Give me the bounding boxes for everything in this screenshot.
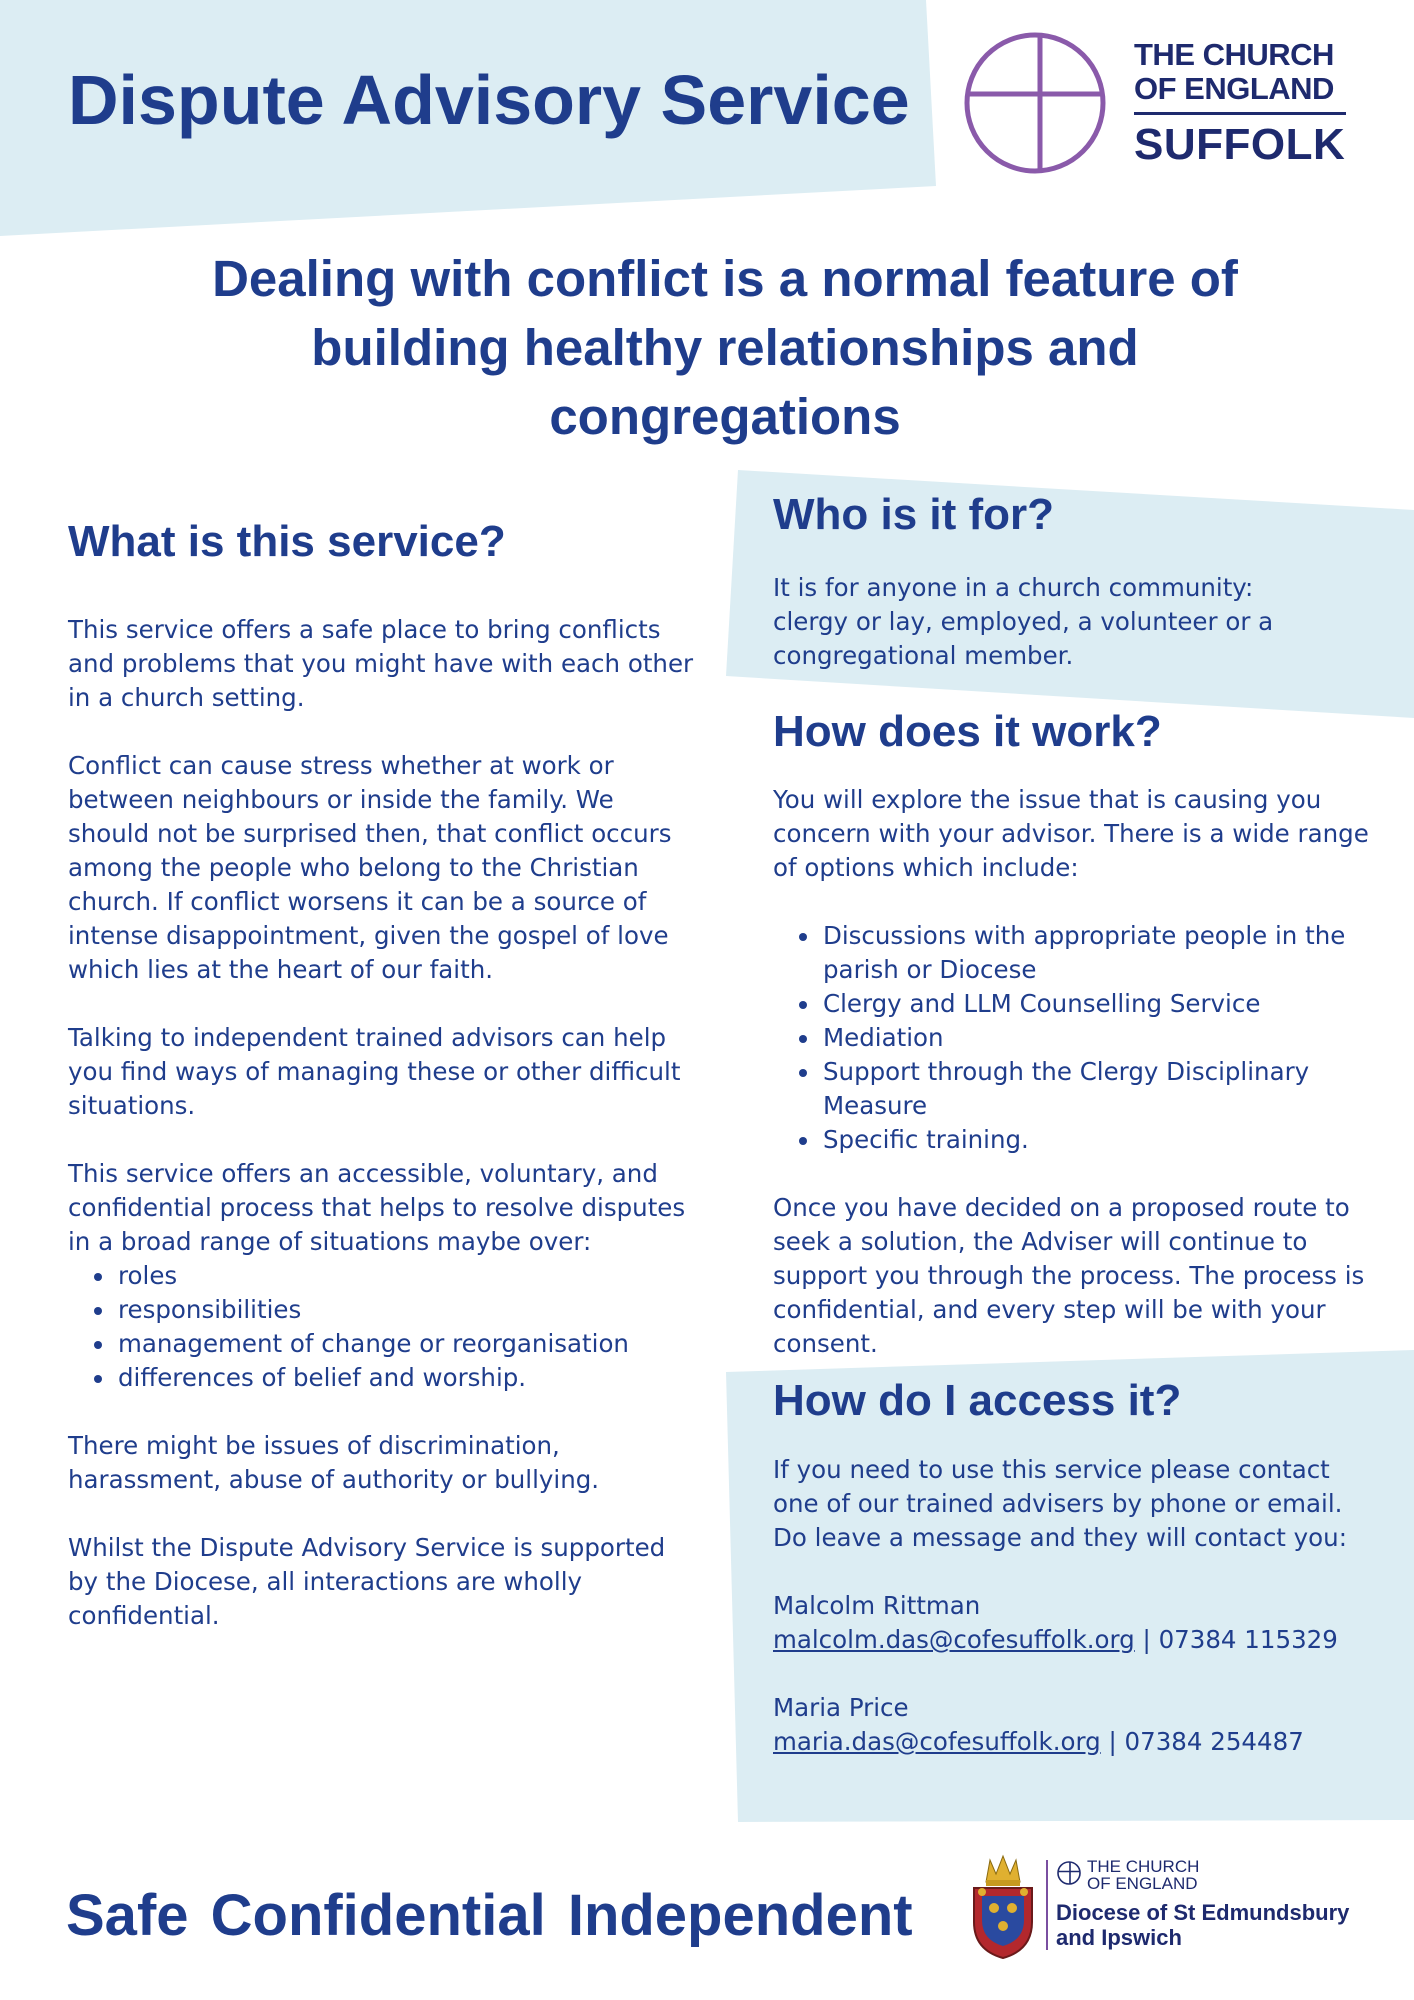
contact-email-link[interactable]: malcolm.das@cofesuffolk.org — [773, 1625, 1135, 1654]
list-item: • Clergy and LLM Counselling Service — [821, 987, 1373, 1021]
what-paragraph-3: Talking to independent trained advisors can help you find ways of managing these or other difficult situations. — [68, 1023, 681, 1120]
how-heading: How does it work? — [773, 707, 1162, 756]
small-cross-circle-icon — [1056, 1860, 1082, 1886]
logo-divider — [1134, 112, 1346, 115]
contact-email-link[interactable]: maria.das@cofesuffolk.org — [773, 1727, 1101, 1756]
logo-line-2: OF ENGLAND — [1134, 71, 1334, 106]
headline-line-3: congregations — [549, 388, 901, 445]
access-body — [773, 1453, 1373, 1759]
cross-circle-icon — [960, 28, 1110, 178]
how-paragraph-1: You will explore the issue that is causing you concern with your advisor. There is a wide range of options which include: — [773, 785, 1369, 882]
contact-name: Maria Price — [773, 1693, 909, 1722]
diocese-name-line-2: and Ipswich — [1056, 1925, 1182, 1950]
access-heading: How do I access it? — [773, 1376, 1182, 1425]
options-list — [773, 919, 1373, 1157]
diocese-logo — [968, 1852, 1388, 1962]
list-item: • Specific training. — [821, 1123, 1373, 1157]
headline — [110, 244, 1340, 451]
list-item: • differences of belief and worship. — [116, 1361, 698, 1395]
diocese-shield-icon — [968, 1852, 1038, 1962]
contact-malcolm — [773, 1589, 1373, 1657]
diocese-ce-line-2: OF ENGLAND — [1087, 1874, 1198, 1893]
contact-phone: 07384 115329 — [1158, 1625, 1338, 1654]
contact-separator: | — [1100, 1727, 1125, 1756]
list-item: • Discussions with appropriate people in the parish or Diocese — [821, 919, 1373, 987]
church-of-england-suffolk-logo — [960, 28, 1360, 178]
list-item: • Support through the Clergy Disciplinary Measure — [821, 1055, 1373, 1123]
page-title: Dispute Advisory Service — [68, 61, 910, 139]
list-item: • management of change or reorganisation — [116, 1327, 698, 1361]
list-item: • Mediation — [821, 1021, 1373, 1055]
diocese-name-line-1: Diocese of St Edmundsbury — [1056, 1900, 1350, 1925]
who-paragraph-1: It is for anyone in a church community: clergy or lay, employed, a volunteer or a congregational member. — [773, 573, 1274, 670]
contact-maria — [773, 1691, 1373, 1759]
who-heading: Who is it for? — [773, 490, 1055, 539]
logo-line-3: SUFFOLK — [1134, 120, 1346, 169]
what-heading: What is this service? — [68, 517, 506, 566]
diocese-ce-line-1: THE CHURCH — [1087, 1857, 1200, 1876]
what-paragraph-6: Whilst the Dispute Advisory Service is supported by the Diocese, all interactions are wholly confidential. — [68, 1533, 666, 1630]
what-paragraph-4: This service offers an accessible, voluntary, and confidential process that helps to resolve disputes in a broad range of situations maybe over: — [68, 1159, 686, 1256]
logo-line-1: THE CHURCH — [1134, 37, 1334, 72]
footer-tagline: Safe Confidential Independent — [66, 1883, 913, 1948]
what-paragraph-2: Conflict can cause stress whether at work or between neighbours or inside the family. We should not be surprised then, that conflict occurs among the people who belong to the Christian church. If conflict worsens it can be a source of intense disappointment, given the gospel of love which lies at the heart of our faith. — [68, 751, 672, 984]
what-paragraph-5: There might be issues of discrimination, harassment, abuse of authority or bullying. — [68, 1431, 600, 1494]
list-item: • responsibilities — [116, 1293, 698, 1327]
logo-wordmark — [1134, 38, 1346, 169]
list-item: • roles — [116, 1259, 698, 1293]
diocese-divider — [1046, 1860, 1048, 1950]
headline-line-2: building healthy relationships and — [311, 319, 1139, 376]
diocese-name — [1056, 1900, 1349, 1950]
diocese-church-text — [1087, 1858, 1199, 1892]
what-paragraph-1: This service offers a safe place to bring conflicts and problems that you might have with each other in a church setting. — [68, 615, 694, 712]
contact-phone: 07384 254487 — [1124, 1727, 1304, 1756]
contact-separator: | — [1134, 1625, 1159, 1654]
contact-name: Malcolm Rittman — [773, 1591, 981, 1620]
situations-list — [68, 1259, 698, 1395]
what-body — [68, 613, 698, 1633]
how-paragraph-2: Once you have decided on a proposed route to seek a solution, the Adviser will continue to support you through the process. The process is confidential, and every step will be with your consent. — [773, 1193, 1365, 1358]
how-body — [773, 783, 1373, 1361]
who-body — [773, 571, 1333, 673]
access-paragraph-1: If you need to use this service please contact one of our trained advisers by phone or email. Do leave a message and they will contact you: — [773, 1455, 1347, 1552]
headline-line-1: Dealing with conflict is a normal feature of — [212, 250, 1238, 307]
